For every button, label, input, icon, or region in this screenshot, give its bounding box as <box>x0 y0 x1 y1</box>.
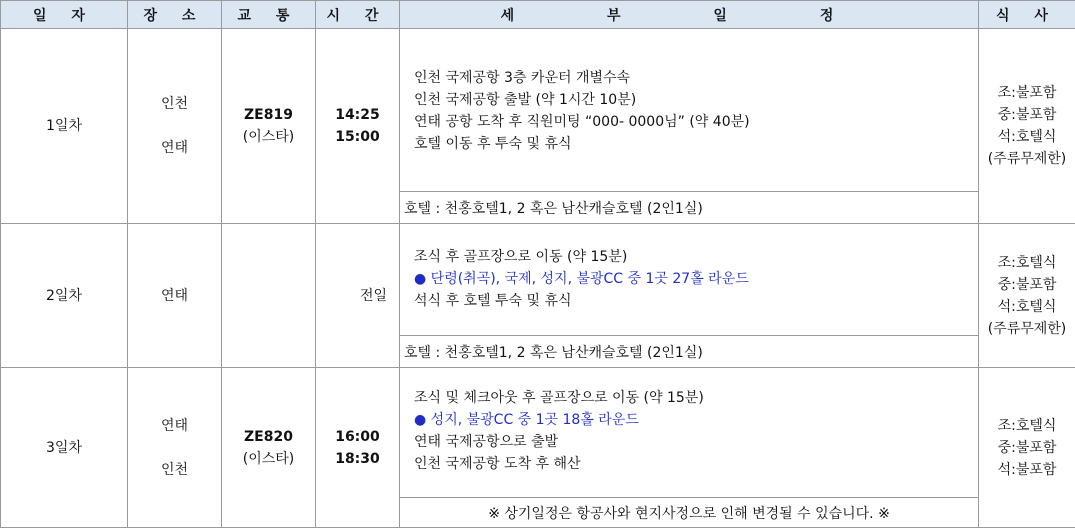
day1-schedule-line: 인천 국제공항 3층 카운터 개별수속 <box>414 67 978 89</box>
day1-row <box>1 29 1075 192</box>
day2-time: 전일 <box>316 224 400 368</box>
day2-meals <box>979 224 1075 368</box>
day2-schedule-line: 조식 후 골프장으로 이동 (약 15분) <box>414 246 978 268</box>
day3-schedule-highlight: ● 성지, 불광CC 중 1곳 18홀 라운드 <box>414 409 978 431</box>
day3-airline: (이스타) <box>222 448 315 470</box>
day3-time-1: 16:00 <box>316 426 399 448</box>
day2-label: 2일차 <box>1 224 128 368</box>
day3-meal-breakfast: 조:호텔식 <box>979 415 1075 437</box>
day3-place-1: 연태 <box>128 415 221 437</box>
header-date: 일 자 <box>1 1 128 29</box>
day1-airline: (이스타) <box>222 126 315 148</box>
day1-meal-lunch: 중:불포함 <box>979 104 1075 126</box>
day2-hotel: 호텔 : 천홍호텔1, 2 혹은 남산캐슬호텔 (2인1실) <box>400 336 979 368</box>
day1-schedule-line: 인천 국제공항 출발 (약 1시간 10분) <box>414 89 978 111</box>
day1-meal-dinner: 석:호텔식 <box>979 126 1075 148</box>
header-time: 시 간 <box>316 1 400 29</box>
day3-label: 3일차 <box>1 368 128 528</box>
day1-meal-breakfast: 조:불포함 <box>979 82 1075 104</box>
header-schedule: 세 부 일 정 <box>400 1 979 29</box>
day1-schedule <box>400 29 979 192</box>
day3-row <box>1 368 1075 498</box>
day3-place-2: 인천 <box>128 459 221 481</box>
day1-label: 1일차 <box>1 29 128 224</box>
day2-row <box>1 224 1075 336</box>
header-place: 장 소 <box>128 1 222 29</box>
day1-times <box>316 29 400 224</box>
day1-schedule-line: 연태 공항 도착 후 직원미팅 “000- 0000님” (약 40분) <box>414 111 978 133</box>
day2-meal-lunch: 중:불포함 <box>979 274 1075 296</box>
header-row <box>1 1 1075 29</box>
day3-times <box>316 368 400 528</box>
day3-schedule-line: 연태 국제공항으로 출발 <box>414 431 978 453</box>
day1-time-1: 14:25 <box>316 104 399 126</box>
day2-transport <box>222 224 316 368</box>
day1-places <box>128 29 222 224</box>
day3-flight: ZE820 <box>222 426 315 448</box>
day1-place-1: 인천 <box>128 93 221 115</box>
day3-schedule-line: 조식 및 체크아웃 후 골프장으로 이동 (약 15분) <box>414 387 978 409</box>
day1-place-2: 연태 <box>128 137 221 159</box>
day1-hotel: 호텔 : 천홍호텔1, 2 혹은 남산캐슬호텔 (2인1실) <box>400 192 979 224</box>
day3-meal-lunch: 중:불포함 <box>979 437 1075 459</box>
day3-schedule <box>400 368 979 498</box>
day2-schedule-line: 석식 후 호텔 투숙 및 휴식 <box>414 290 978 312</box>
day1-meals <box>979 29 1075 224</box>
day2-schedule <box>400 224 979 336</box>
day1-meal-note: (주류무제한) <box>979 148 1075 170</box>
day2-meal-note: (주류무제한) <box>979 318 1075 340</box>
day3-meals <box>979 368 1075 528</box>
day3-schedule-line: 인천 국제공항 도착 후 해산 <box>414 453 978 475</box>
day2-meal-breakfast: 조:호텔식 <box>979 252 1075 274</box>
day1-schedule-line: 호텔 이동 후 투숙 및 휴식 <box>414 133 978 155</box>
day1-transport <box>222 29 316 224</box>
day2-schedule-highlight: ● 단령(취곡), 국제, 성지, 불광CC 중 1곳 27홀 라운드 <box>414 268 978 290</box>
day3-time-2: 18:30 <box>316 448 399 470</box>
day2-meal-dinner: 석:호텔식 <box>979 296 1075 318</box>
header-transport: 교 통 <box>222 1 316 29</box>
schedule-change-notice: ※ 상기일정은 항공사와 현지사정으로 인해 변경될 수 있습니다. ※ <box>400 498 979 528</box>
day1-flight: ZE819 <box>222 104 315 126</box>
day3-places <box>128 368 222 528</box>
header-meals: 식 사 <box>979 1 1075 29</box>
day2-place: 연태 <box>128 224 222 368</box>
day3-meal-dinner: 석:불포함 <box>979 459 1075 481</box>
day3-transport <box>222 368 316 528</box>
day1-time-2: 15:00 <box>316 126 399 148</box>
